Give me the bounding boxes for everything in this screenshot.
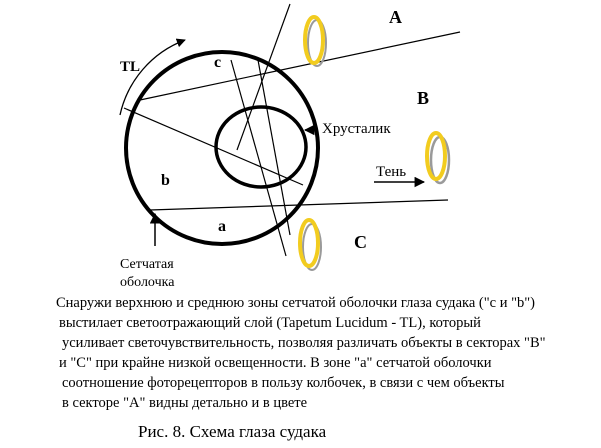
sector-lines xyxy=(124,4,460,256)
lens-label: Хрусталик xyxy=(322,121,391,137)
description-line: усиливает светочувствительность, позволяя различать объекты в секторах "B" xyxy=(62,335,546,351)
object-sector-b xyxy=(427,133,449,183)
shadow-label: Тень xyxy=(376,164,407,180)
object-sector-c xyxy=(300,220,321,270)
zone-c-label: c xyxy=(214,54,222,71)
object-sector-a xyxy=(305,17,326,66)
description-line: и "C" при крайне низкой освещенности. В зоне "a" сетчатой оболочки xyxy=(59,355,492,371)
sector-b-label: B xyxy=(417,88,430,108)
zone-a-label: a xyxy=(218,218,226,235)
tl-label: TL xyxy=(120,59,141,75)
figure-caption: Рис. 8. Схема глаза судака xyxy=(138,422,327,441)
description-line: соотношение фоторецепторов в пользу колбочек, в связи с чем объекты xyxy=(62,375,505,391)
sector-c-label: C xyxy=(354,232,367,252)
lens xyxy=(216,107,306,187)
description-line: выстилает светоотражающий слой (Tapetum Lucidum - TL), который xyxy=(59,315,481,331)
sector-a-label: A xyxy=(389,7,402,27)
retina-label-line2: оболочка xyxy=(120,275,175,290)
zone-b-label: b xyxy=(161,172,170,189)
retina-label-line1: Сетчатая xyxy=(120,257,174,272)
description-line: в секторе "A" видны детально и в цвете xyxy=(62,395,308,411)
description-line: Снаружи верхнюю и среднюю зоны сетчатой оболочки глаза судака ("c и "b") xyxy=(56,295,535,311)
tapetum-lucidum-arc xyxy=(120,40,185,115)
